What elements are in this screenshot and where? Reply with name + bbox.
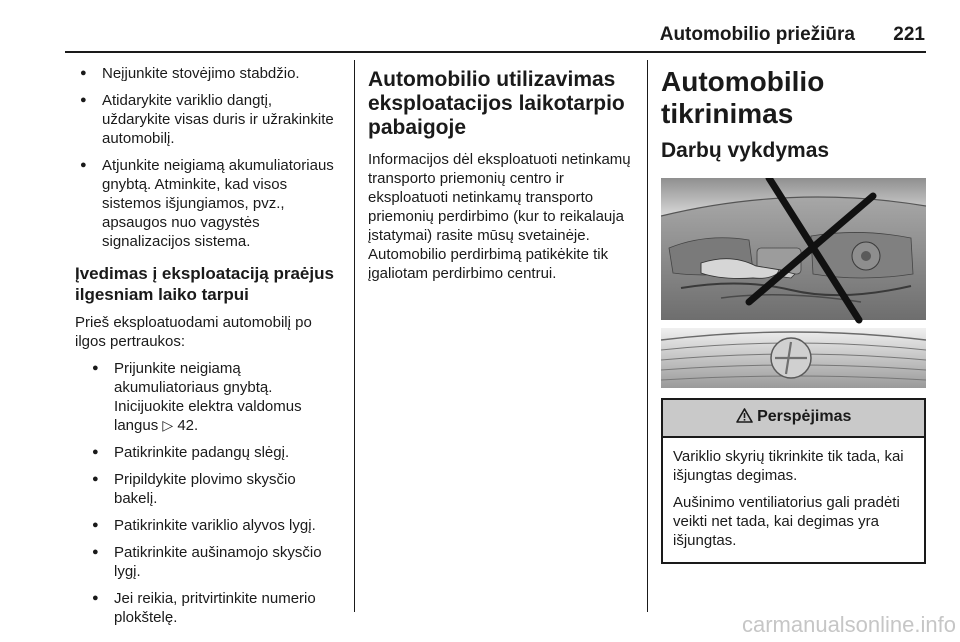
list-item: ● Patikrinkite variklio alyvos lygį. bbox=[87, 516, 343, 535]
header-rule bbox=[65, 51, 926, 53]
page-reference-arrow-icon: ▷ bbox=[162, 417, 174, 433]
list-item: ● Pripildykite plovimo skysčio bakelį. bbox=[87, 470, 343, 508]
column-divider-right bbox=[647, 60, 648, 612]
recommissioning-steps-list bbox=[75, 359, 343, 627]
warning-body bbox=[663, 438, 924, 562]
section-heading-inspection: Automobilio tikrinimas bbox=[661, 66, 825, 129]
list-item: ● Neįjunkite stovėjimo stabdžio. bbox=[75, 64, 343, 83]
page-number: 221 bbox=[893, 24, 925, 45]
warning-box bbox=[661, 398, 926, 564]
warning-title: Perspėjimas bbox=[757, 408, 852, 425]
watermark: carmanualsonline.info bbox=[741, 612, 956, 637]
warning-paragraph: Variklio skyrių tikrinkite tik tada, kai išjungtas degimas. bbox=[673, 448, 904, 484]
running-header-title: Automobilio priežiūra bbox=[659, 24, 855, 45]
column-middle bbox=[368, 68, 636, 291]
page-reference-link[interactable]: 42. bbox=[177, 417, 199, 434]
column-right bbox=[661, 66, 926, 564]
warning-paragraph: Aušinimo ventiliatorius gali pradėti veikti net tada, kai degimas yra išjungtas. bbox=[673, 494, 900, 549]
list-item: ● Jei reikia, pritvirtinkite numerio plokštelę. bbox=[87, 589, 343, 627]
section-heading-disposal: Automobilio utilizavimas eksploatacijos laikotarpio pabaigoje bbox=[368, 68, 625, 139]
engine-bay-illustration bbox=[661, 178, 926, 388]
column-left bbox=[75, 64, 343, 635]
section-intro: Prieš eksploatuodami automobilį po ilgos pertraukos: bbox=[75, 314, 312, 350]
storage-steps-list bbox=[75, 64, 343, 251]
list-item-text: Prijunkite neigiamą akumuliatoriaus gnybtą. Inicijuokite elektra valdomus langus bbox=[114, 360, 302, 434]
disposal-body: Informacijos dėl eksploatuoti netinkamų transporto priemonių centro ir eksploatuoti netinkamų transporto priemonių perdirbimo (kur to reikalauja įstatymai) rasite mūsų svetainėje. Automobilio perdirbimą patikėkite tik įgaliotam perdirbimo centrui. bbox=[368, 151, 631, 282]
list-item: ● Patikrinkite padangų slėgį. bbox=[87, 443, 343, 462]
section-heading-recommissioning: Įvedimas į eksploataciją praėjus ilgesniam laiko tarpui bbox=[75, 264, 334, 304]
subsection-heading: Darbų vykdymas bbox=[661, 139, 830, 162]
list-item bbox=[87, 359, 343, 435]
warning-header bbox=[663, 400, 924, 438]
list-item: ● Patikrinkite aušinamojo skysčio lygį. bbox=[87, 543, 343, 581]
column-divider-left bbox=[354, 60, 355, 612]
list-item: ● Atjunkite neigiamą akumuliatoriaus gnybtą. Atminkite, kad visos sistemos išjungiamos, pvz., apsaugos nuo vagystės signalizacijos sistema. bbox=[75, 156, 343, 251]
warning-triangle-icon bbox=[736, 408, 753, 423]
list-item: ● Atidarykite variklio dangtį, uždarykite visas duris ir užrakinkite automobilį. bbox=[75, 91, 343, 148]
engine-bay-photo bbox=[661, 178, 926, 320]
grille-photo bbox=[661, 328, 926, 388]
